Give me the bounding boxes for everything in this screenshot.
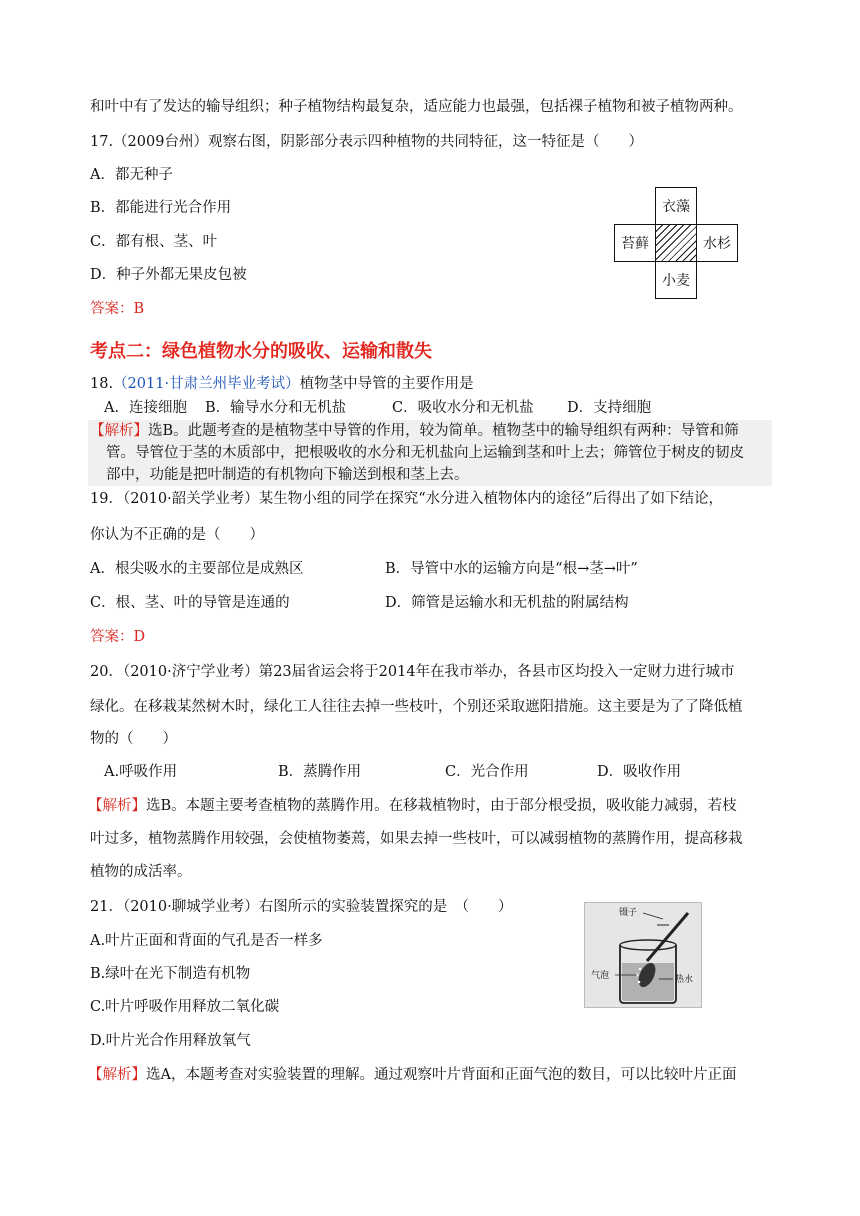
intro-line: 和叶中有了发达的输导组织；种子植物结构最复杂，适应能力也最强，包括裸子植物和被子植物两种。	[90, 99, 743, 115]
q18-analysis	[88, 420, 772, 486]
q17-option-c: C．都有根、茎、叶	[90, 234, 218, 250]
q21-analysis-text: 选A，本题考查对实验装置的理解。通过观察叶片背面和正面气泡的数目，可以比较叶片正面	[146, 1067, 737, 1083]
q18-option-a: A．连接细胞	[104, 400, 187, 416]
q20-stem-line-3: 物的（ ）	[90, 731, 177, 747]
q17-option-b: B．都能进行光合作用	[90, 200, 232, 216]
q17-option-d: D．种子外都无果皮包被	[90, 267, 247, 283]
q20-option-a: A.呼吸作用	[104, 764, 178, 780]
q20-option-d: D．吸收作用	[597, 764, 682, 780]
diagram-cell-left: 苔藓	[614, 224, 656, 262]
q21-option-d: D.叶片光合作用释放氧气	[90, 1033, 251, 1049]
q19-option-b: B．导管中水的运输方向是“根→茎→叶”	[385, 561, 638, 577]
q20-analysis-line-3: 植物的成活率。	[90, 864, 192, 880]
tweezers-shape	[647, 913, 688, 961]
q20-option-c: C．光合作用	[445, 764, 529, 780]
diagram-cell-top: 衣藻	[655, 187, 697, 225]
q21-option-c: C.叶片呼吸作用释放二氧化碳	[90, 999, 280, 1015]
q21-option-a: A.叶片正面和背面的气孔是否一样多	[90, 933, 323, 949]
q18-number: 18.	[90, 376, 114, 392]
q19-option-d: D．筛管是运输水和无机盐的附属结构	[385, 595, 629, 611]
q18-analysis-line-1: 选B。此题考查的是植物茎中导管的作用，较为简单。植物茎中的输导组织有两种：导管和筛	[148, 423, 739, 439]
diagram-cell-bottom: 小麦	[655, 261, 697, 299]
q19-stem-line-1: 19．（2010·韶关学业考）某生物小组的同学在探究“水分进入植物体内的途径”后得出了如下结论，	[90, 491, 724, 507]
q21-stem: 21．（2010·聊城学业考）右图所示的实验装置探究的是 （ ）	[90, 899, 513, 915]
q18-option-c: C．吸收水分和无机盐	[392, 400, 534, 416]
q18-analysis-line-2: 管。导管位于茎的木质部中，把根吸收的水分和无机盐向上运输到茎和叶上去；筛管位于树皮的韧皮	[106, 445, 744, 461]
q18-source: （2011·甘肃兰州毕业考试）	[113, 376, 300, 392]
q20-option-b: B．蒸腾作用	[278, 764, 362, 780]
q18-stem: 植物茎中导管的主要作用是	[299, 376, 474, 392]
experiment-figure	[584, 902, 702, 1008]
q18-analysis-tag: 【解析】	[90, 423, 148, 439]
q19-answer: 答案：D	[90, 629, 146, 645]
diagram-shaded-center	[655, 224, 697, 262]
q18-option-b: B．输导水分和无机盐	[205, 400, 347, 416]
section-heading: 考点二：绿色植物水分的吸收、运输和散失	[90, 341, 432, 362]
beaker-illustration	[585, 903, 701, 1007]
q21-option-b: B.绿叶在光下制造有机物	[90, 966, 251, 982]
q20-stem-line-1: 20．（2010·济宁学业考）第23届省运会将于2014年在我市举办，各县市区均投入一定财力进行城市	[90, 664, 735, 680]
label-tweezers: 镊子	[619, 907, 638, 917]
q17-stem: 17.（2009台州）观察右图，阴影部分表示四种植物的共同特征，这一特征是（ ）	[90, 134, 643, 150]
q20-analysis-tag: 【解析】	[88, 798, 146, 814]
label-bubble: 气泡	[591, 970, 610, 980]
q19-stem-line-2: 你认为不正确的是（ ）	[90, 527, 264, 543]
q17-answer: 答案：B	[90, 301, 145, 317]
q19-option-c: C．根、茎、叶的导管是连通的	[90, 595, 290, 611]
q20-analysis-line-1	[88, 796, 737, 816]
diagram-cell-right: 水杉	[696, 224, 738, 262]
q20-analysis-text-1: 选B。本题主要考查植物的蒸腾作用。在移栽植物时，由于部分根受损，吸收能力减弱，若枝	[146, 798, 737, 814]
q18-option-d: D．支持细胞	[567, 400, 652, 416]
q18-stem-line	[90, 374, 474, 394]
q20-analysis-line-2: 叶过多，植物蒸腾作用较强，会使植物萎蔫，如果去掉一些枝叶，可以减弱植物的蒸腾作用，提高移栽	[90, 831, 743, 847]
q18-analysis-line-3: 部中，功能是把叶制造的有机物向下输送到根和茎上去。	[106, 467, 469, 483]
label-hot-water: 热水	[675, 974, 694, 984]
q19-option-a: A．根尖吸水的主要部位是成熟区	[90, 561, 304, 577]
q21-analysis-line	[88, 1065, 736, 1085]
q20-stem-line-2: 绿化。在移栽某然树木时，绿化工人往往去掉一些枝叶，个别还采取遮阳措施。这主要是为了了降低植	[90, 699, 743, 715]
q21-analysis-tag: 【解析】	[88, 1067, 146, 1083]
q17-option-a: A．都无种子	[90, 167, 173, 183]
